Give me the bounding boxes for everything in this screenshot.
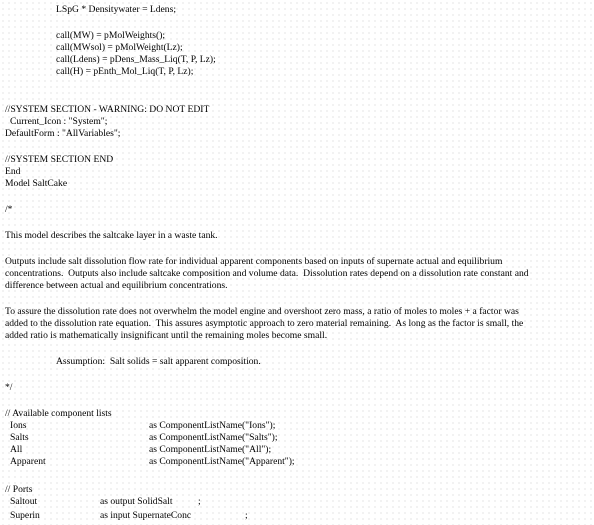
outputs-paragraph-line-3: difference between actual and equilibrium concentrations. <box>5 280 228 291</box>
decl-name-apparent: Apparent <box>10 456 46 467</box>
decl-name-all: All <box>10 444 23 455</box>
component-lists-comment: // Available component lists <box>5 408 112 419</box>
description-line: This model describes the saltcake layer in a waste tank. <box>5 230 218 241</box>
assure-paragraph-line-3: added ratio is mathematically insignificant until the remaining moles become small. <box>5 330 328 341</box>
comment-open: /* <box>5 204 13 215</box>
outputs-paragraph-line-2: concentrations. Outputs also include saltcake composition and volume data. Dissolution rates depend on a dissolution rate constant and <box>5 268 529 279</box>
decl-name-ions: Ions <box>10 420 27 431</box>
ports-comment: // Ports <box>5 484 33 495</box>
port-end-superin: ; <box>245 510 248 521</box>
comment-close: */ <box>5 382 13 393</box>
decl-type-apparent: as ComponentListName("Apparent"); <box>149 456 295 467</box>
port-end-saltout: ; <box>198 496 201 507</box>
model-saltcake-line: Model SaltCake <box>5 178 68 189</box>
default-form-line: DefaultForm : "AllVariables"; <box>5 128 121 139</box>
decl-type-all: as ComponentListName("All"); <box>149 444 272 455</box>
assure-paragraph-line-2: added to the dissolution rate equation. This assures asymptotic approach to zero material remaining. As long as the factor is small, the <box>5 318 524 329</box>
code-line-ldens: LSpG * Densitywater = Ldens; <box>56 4 176 15</box>
decl-name-salts: Salts <box>10 432 29 443</box>
code-line-call-mwsol: call(MWsol) = pMolWeight(Lz); <box>56 42 183 53</box>
assumption-line: Assumption: Salt solids = salt apparent composition. <box>56 356 261 367</box>
system-section-end: //SYSTEM SECTION END <box>5 154 114 165</box>
decl-type-ions: as ComponentListName("Ions"); <box>149 420 276 431</box>
end-line: End <box>5 166 21 177</box>
code-line-call-h: call(H) = pEnth_Mol_Liq(T, P, Lz); <box>56 66 194 77</box>
code-line-call-mw: call(MW) = pMolWeights(); <box>56 30 166 41</box>
port-type-saltout: as output SolidSalt <box>100 496 173 507</box>
code-line-call-ldens: call(Ldens) = pDens_Mass_Liq(T, P, Lz); <box>56 54 216 65</box>
assure-paragraph-line-1: To assure the dissolution rate does not overwhelm the model engine and overshoot zero mass, a ratio of moles to moles + a factor was <box>5 306 519 317</box>
port-type-superin: as input SupernateConc <box>100 510 192 521</box>
decl-type-salts: as ComponentListName("Salts"); <box>149 432 278 443</box>
outputs-paragraph-line-1: Outputs include salt dissolution flow rate for individual apparent components based on inputs of supernate actual and equilibrium <box>5 256 503 267</box>
current-icon-line: Current_Icon : "System"; <box>10 116 108 127</box>
system-section-warning: //SYSTEM SECTION - WARNING: DO NOT EDIT <box>5 104 210 115</box>
port-name-superin: Superin <box>10 510 40 521</box>
port-name-saltout: Saltout <box>10 496 38 507</box>
